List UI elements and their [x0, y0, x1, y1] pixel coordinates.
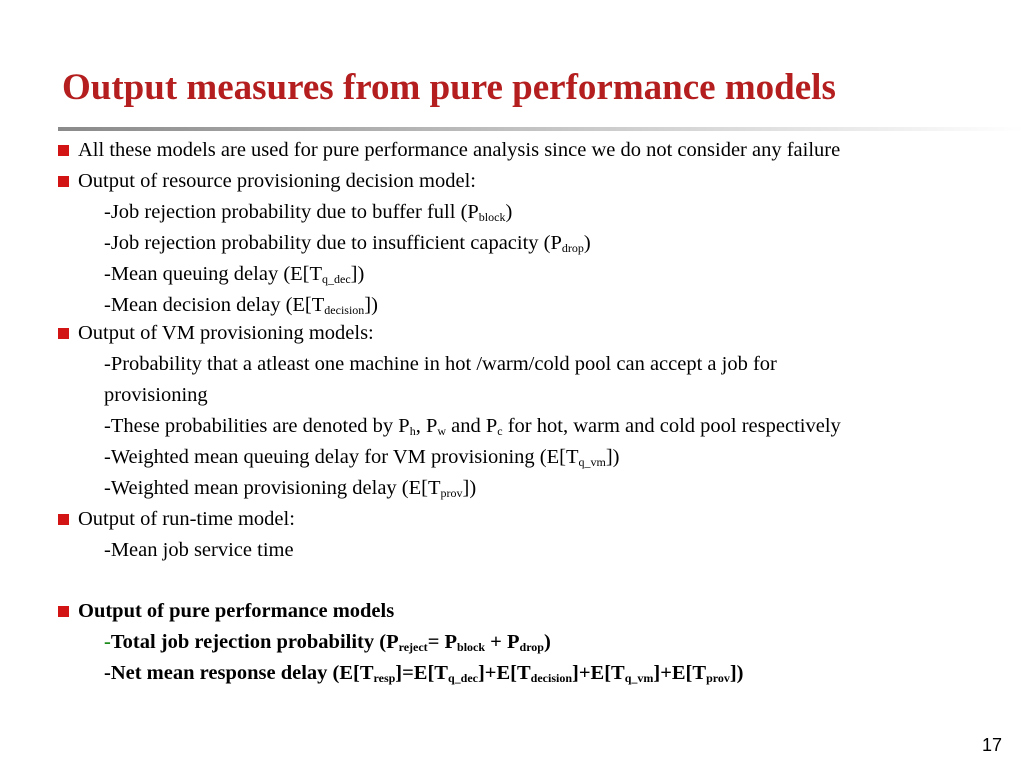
bullet-marker — [58, 514, 69, 525]
bullet-line: All these models are used for pure performance analysis since we do not consider any failure — [78, 139, 841, 161]
sub-item: -Mean job service time — [104, 539, 294, 561]
sub-item: -Mean decision delay $(E[T_{decision}])$ — [104, 294, 378, 317]
sub-item-bold: -Net mean response delay $(E[T_{resp}]=E[T_{q\_dec}]+E[T_{decision}]+E[T_{q\_vm}]+E[T_{prov}])$ — [104, 662, 744, 685]
sub-item-bold: -Total job rejection probability $(P_{reject}= P_{block} + P_{drop})$ — [104, 631, 551, 654]
sub-item-continuation: provisioning — [104, 384, 208, 406]
bullet-marker — [58, 606, 69, 617]
slide-title: Output measures from pure performance models — [62, 67, 836, 108]
bullet-line: Output of VM provisioning models: — [78, 322, 374, 344]
bullet-marker — [58, 145, 69, 156]
sub-item: -Mean queuing delay $(E[T_{q\_dec}])$ — [104, 263, 365, 286]
title-divider — [58, 127, 1024, 131]
sub-item: -Probability that a atleast one machine in hot /warm/cold pool can accept a job for — [104, 353, 777, 375]
bullet-line: Output of run-time model: — [78, 508, 295, 530]
sub-item: -Weighted mean provisioning delay $(E[T_{prov}])$ — [104, 477, 477, 500]
bullet-line-bold: Output of pure performance models — [78, 600, 395, 622]
sub-item: -Job rejection probability due to insufficient capacity $(P_{drop})$ — [104, 232, 591, 255]
sub-item: -These probabilities are denoted by $P_h$, $P_w$ and $P_c$ for hot, warm and cold pool respectively — [104, 415, 841, 438]
bullet-marker — [58, 328, 69, 339]
page-number: 17 — [981, 735, 1002, 755]
sub-item: -Job rejection probability due to buffer full $(P_{block})$ — [104, 201, 513, 224]
bullet-line: Output of resource provisioning decision model: — [78, 170, 476, 192]
sub-item: -Weighted mean queuing delay for VM provisioning $(E[T_{q\_vm}])$ — [104, 446, 620, 469]
bullet-marker — [58, 176, 69, 187]
